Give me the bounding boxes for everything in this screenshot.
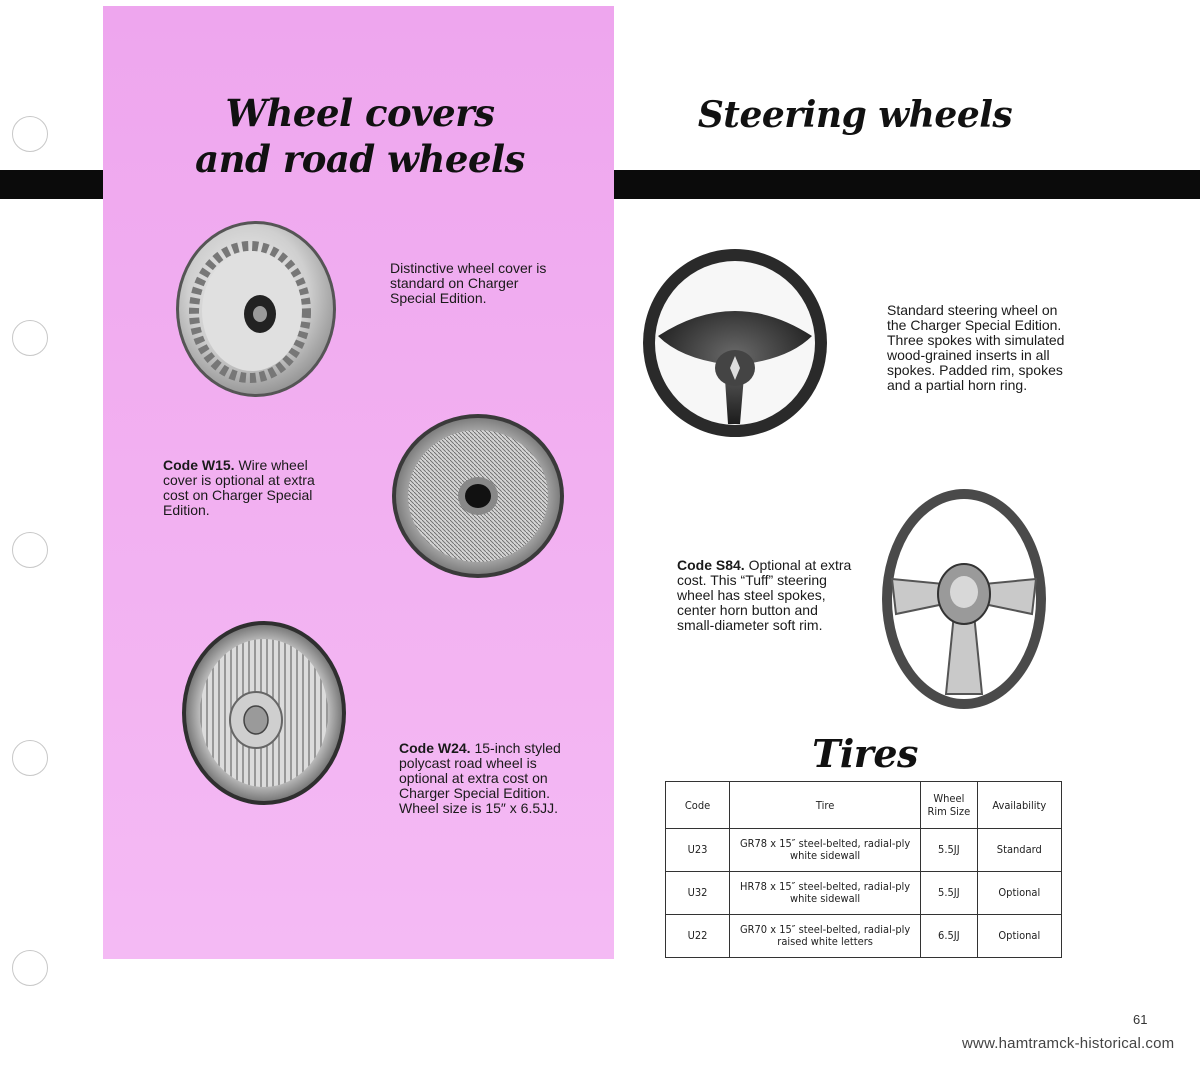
- table-row: [666, 872, 1062, 915]
- cell-tire: HR78 x 15″ steel-belted, radial-ply white sidewall: [730, 872, 921, 915]
- section-divider-bar: [0, 170, 103, 199]
- tuff-steering-wheel-image: [878, 484, 1050, 714]
- caption-text: Wire wheel cover is optional at extra cost on Charger Special Edition.: [163, 457, 315, 518]
- table-header-row: [666, 782, 1062, 829]
- cell-rim-size: 5.5JJ: [921, 829, 978, 872]
- punch-hole: [12, 116, 48, 152]
- wheel-covers-heading: [120, 90, 600, 182]
- option-code: Code S84.: [677, 557, 745, 573]
- cell-rim-size: 6.5JJ: [921, 915, 978, 958]
- column-header-availability: Availability: [977, 782, 1061, 829]
- wire-wheel-cover-image: [390, 412, 566, 580]
- source-watermark: www.hamtramck-historical.com: [962, 1035, 1175, 1052]
- standard-steering-wheel-image: [640, 246, 830, 440]
- column-header-rim-size: Wheel Rim Size: [921, 782, 978, 829]
- standard-wheel-cover-caption: Distinctive wheel cover is standard on Charger Special Edition.: [390, 260, 547, 306]
- option-code: Code W15.: [163, 457, 235, 473]
- section-divider-bar: [614, 170, 1200, 199]
- punch-hole: [12, 320, 48, 356]
- standard-wheel-cover-image: [170, 218, 340, 400]
- steering-wheels-heading: Steering wheels: [697, 94, 1013, 136]
- table-row: [666, 915, 1062, 958]
- page-number: 61: [1133, 1012, 1148, 1027]
- cell-availability: Optional: [977, 915, 1061, 958]
- caption-text: Optional at extra cost. This “Tuff” steering wheel has steel spokes, center horn button and small-diameter soft rim.: [677, 557, 852, 633]
- punch-hole: [12, 740, 48, 776]
- standard-steering-caption: Standard steering wheel on the Charger Special Edition. Three spokes with simulated wood-grained inserts in all spokes. Padded rim, spokes and a partial horn ring.: [887, 302, 1065, 393]
- cell-availability: Optional: [977, 872, 1061, 915]
- cell-code: U32: [666, 872, 730, 915]
- punch-hole: [12, 950, 48, 986]
- option-code: Code W24.: [399, 740, 471, 756]
- cell-tire: GR70 x 15″ steel-belted, radial-ply raised white letters: [730, 915, 921, 958]
- cell-code: U23: [666, 829, 730, 872]
- caption-text: 15-inch styled polycast road wheel is optional at extra cost on Charger Special Edition. Wheel size is 15″ x 6.5JJ.: [399, 740, 561, 816]
- cell-rim-size: 5.5JJ: [921, 872, 978, 915]
- w15-caption: [163, 458, 338, 518]
- table-row: [666, 829, 1062, 872]
- cell-code: U22: [666, 915, 730, 958]
- column-header-code: Code: [666, 782, 730, 829]
- tires-heading: Tires: [812, 731, 918, 776]
- heading-line: Wheel covers: [225, 91, 495, 135]
- column-header-tire: Tire: [730, 782, 921, 829]
- s84-caption: [677, 558, 857, 633]
- polycast-road-wheel-image: [180, 618, 350, 808]
- punch-hole: [12, 532, 48, 568]
- cell-availability: Standard: [977, 829, 1061, 872]
- heading-line: and road wheels: [195, 137, 525, 181]
- tires-table: [665, 781, 1062, 958]
- w24-caption: [399, 741, 564, 816]
- cell-tire: GR78 x 15″ steel-belted, radial-ply white sidewall: [730, 829, 921, 872]
